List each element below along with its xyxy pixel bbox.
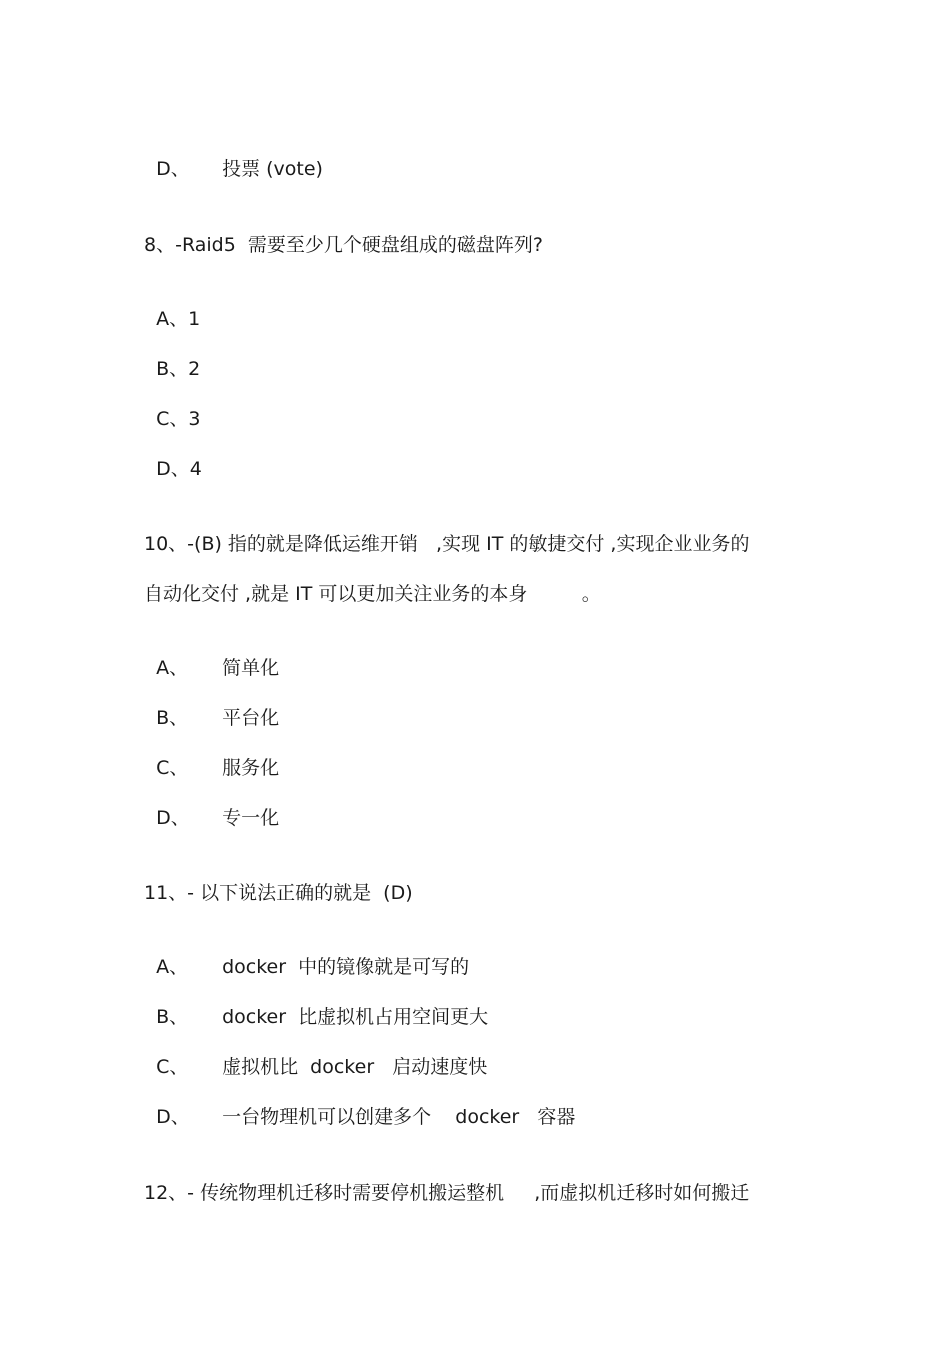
option-label: C、 — [156, 1056, 189, 1078]
option-text: 3 — [188, 408, 201, 430]
q11-option-b — [144, 981, 488, 1029]
q7-option-d — [144, 133, 323, 181]
option-text: 简单化 — [222, 657, 280, 679]
option-label: C、 — [156, 757, 189, 779]
option-text: 平台化 — [222, 707, 280, 729]
q10-option-c — [144, 732, 279, 780]
q10-option-a — [144, 632, 279, 680]
q8-stem: 8、-Raid5 需要至少几个硬盘组成的磁盘阵列? — [144, 234, 543, 256]
option-label: D、 — [156, 1106, 190, 1128]
option-text: 专一化 — [222, 807, 280, 829]
option-text: 1 — [188, 308, 201, 330]
q10-stem-line2: 自动化交付 ,就是 IT 可以更加关注业务的本身 。 — [144, 583, 601, 605]
option-text: docker 比虚拟机占用空间更大 — [222, 1006, 489, 1028]
option-text: 虚拟机比 docker 启动速度快 — [222, 1056, 488, 1078]
option-label: D、 — [156, 158, 190, 180]
option-text: 服务化 — [222, 757, 280, 779]
q8-option-b — [144, 333, 200, 381]
option-text: 投票 (vote) — [222, 158, 323, 180]
option-label: A、 — [156, 956, 189, 978]
option-label: B、 — [156, 1006, 189, 1028]
q10-option-d — [144, 782, 279, 830]
q8-option-c — [144, 383, 200, 431]
option-label: A、 — [156, 657, 189, 679]
q8-option-a — [144, 283, 200, 331]
q11-option-c — [144, 1031, 487, 1079]
q8-option-d — [144, 433, 202, 481]
q11-stem: 11、- 以下说法正确的就是 (D) — [144, 882, 413, 904]
q10-stem-line1: 10、-(B) 指的就是降低运维开销 ,实现 IT 的敏捷交付 ,实现企业业务的 — [144, 533, 750, 555]
q11-option-a — [144, 931, 469, 979]
q10-option-b — [144, 682, 279, 730]
option-label: B、 — [156, 707, 189, 729]
option-text: 4 — [189, 458, 202, 480]
option-label: A、 — [156, 308, 189, 330]
option-text: 2 — [188, 358, 201, 380]
q12-stem: 12、- 传统物理机迁移时需要停机搬运整机 ,而虚拟机迁移时如何搬迁 — [144, 1182, 750, 1204]
option-label: C、 — [156, 408, 189, 430]
option-text: 一台物理机可以创建多个 docker 容器 — [222, 1106, 576, 1128]
q11-option-d — [144, 1081, 575, 1129]
option-text: docker 中的镜像就是可写的 — [222, 956, 470, 978]
option-label: B、 — [156, 358, 189, 380]
option-label: D、 — [156, 807, 190, 829]
option-label: D、 — [156, 458, 190, 480]
